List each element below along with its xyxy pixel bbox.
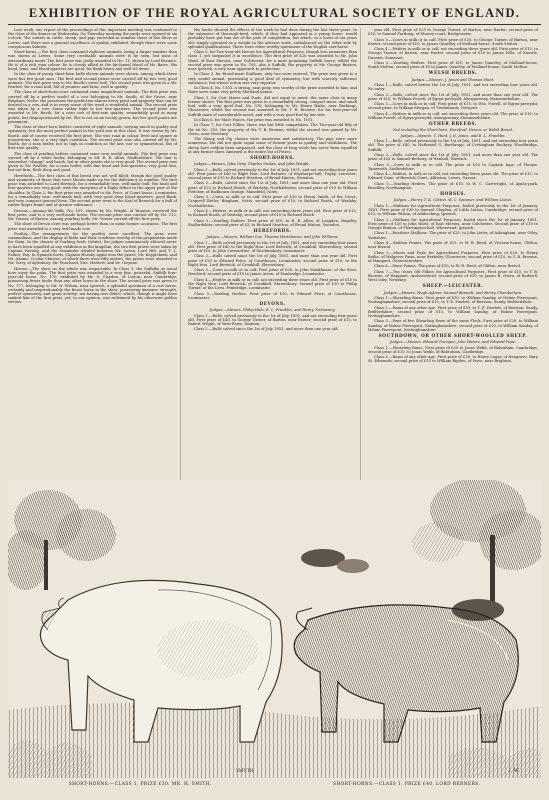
column-middle [188,28,361,483]
text-columns [8,28,541,483]
article-paragraph: Class 3.—Cows in milk or in calf. First prize of £20, to John Monkhouse, of the Stow, Hereford; second prize of £10 to James Aston, of Pembridge, Leominster. [188,268,357,277]
article-paragraph: Class 3.—Pens of five Shearling Ewes of the same Flock. First prize of £20, to William Sanday, of Holme Pierrepont, Nottinghamshire; second prize of £10, to William Sanday, of Holme Pierrepont, Nottinghamshire. [368,319,538,332]
section-heading: SHEEP.—LEICESTER. [422,283,484,289]
article-paragraph: In Class 7, for Cart Fillies, there was but little competition. The Two-year-old filly of the lot No. 393, the property of Mr. T. B. Browne; whilst the second was gained by Mr. Owen, near Newbury. [188,123,357,136]
article-paragraph: Class 3.—Cows in milk or in calf. First prize of £20, to George Turner, of Barton, near Exeter; second prize of £10, to James Quartley, of Molland-house, South Molton. [368,37,538,46]
article-paragraph: Class 5.—Yearling Heifers. First prize of £10, to James Quartley, of Molland-house, South Molton; second prize of £5 to James Quartley, of Molland-house, South Molton. [368,60,538,70]
section-heading: HEREFORDS. [253,227,292,233]
column-left [8,28,181,483]
article-paragraph: Devons.—Among the bulls, No. 101, shown by Mr. Wright, of Taunton, received the first prize, and is a very well-made beast. The second prize was carried off by No. 112, Mr. Turner, of Barton. Among yearling bulls, Mr. Turner carried off the first prize. [8,208,177,222]
article-paragraph: Class 5.—Mares and Foals for Agricultural Purposes. First prize of £20, to Henry Bailie, of Walgrove Farm, near Berkeley, Gloucester; second prize of £10, to T. B. Browne, of Hampnet, Gloucestershire. [368,250,538,263]
section-subheading: Judges.—Messrs. Edward Trumper, John Waters, and Edward Pope. [389,340,517,345]
article-paragraph: Class 2.—Bulls calved since the 1st of July 1851, and more than one year old. [194,327,339,332]
engraver-signature-left: SMYTH [236,769,254,774]
article-paragraph: Class 2, for Two-year-old Horses for Agricultural Purposes, though less numerous than class 1, yet surpassed it in excellence. The first prize of £20 was awarded to Mr. John Ward, of East Mersea, near Colchester, for a most promising Suffolk horse; whilst the second prize was given to No. 195, also a Suffolk, the property of Mr. George Buxton, near Ipswich, a very near approach to perfection. [188,50,357,72]
article-paragraph: Class 6.—Mare Ponies. The prize of £10, to W. B. Reed, of Clifton, near Bristol. [374,264,522,269]
caption-right: SHORT-HORNS.—CLASS 1, PRIZE £40. LORD BERNERS. [332,782,481,787]
article-paragraph: Class 2.—Rams of any other age. First prize of £30, to Henry Lugar, of Hengrave, Bury St. Edmunds; second prize of £15 to William Rigden, of Hove, near Brighton. [368,355,538,364]
article-paragraph: Class 5.—Yearling Heifers. First prize of £10, to R. B. Allen, of Longdon, Rugeley, Staffordshire; second prize of £5, to Richard Stratton, of Broad Hinton, Swindon. [188,218,357,227]
article-paragraph: Class 5.—Yearling Heifers. The prize of £10, to W. C. Cartwright, of Aynho-park, Brackley, Northampton. [368,181,538,190]
section-subheading: Judges.—Messrs. William Cox, Thomas Hartshorne, and John Williams. [206,235,339,240]
engraver-signature-right: J. W. [508,768,520,774]
article-paragraph: Class 4.—Heifers, in milk or in calf, not exceeding three years old. First prize of £15, to Richard Booth, of Warlaby; second prize of £10 to Richard Booth. [188,208,357,218]
article-paragraph: The class of short-horn cows contained some magnificent animals. The first prize was carried off by a perfect model of a cow belonging to Mr. Smith, of the Grove, near Bingham, Notts: she possesses the perfection almost every point and property that can be desired in a cow, and is in every sense of the word a wonderful animal. The second prize was taken by a cow. Some rather light in her fore-quarters. The second prize was awarded to Mr. Booth, for a roan cow of first-rate quality: remarkably good in many points, but disproportioned by fat. She is not on an evenly grown, but her good points are prominent. [8,90,177,124]
article-paragraph: Poultry.—The arrangements for the poultry were excellent. The pens were commodious, and the display of birds and their condition worthy of the preparation made for them. In the classes of Dorking fowls (white), the judges unanimously allowed never to have been equalled at any exhibition in the kingdom; the two first prizes were taken by Captain Hornby; and the remainder divided between Mr. Lowry, Lord Hill, and T. L. Parker, Esq. In Spanish fowls, Captain Hornby again won the prizes; Mr. Kepplebush, and Mr. Adams. Cochin Chinese, of which there were fifty entries, the prizes were awarded to Mr. Terry, of Aylesbury, Mr. Punchard, Mrs. Herbert, and Dr. Gwynne. [8,232,177,266]
article-paragraph: Short-horns.—The first class contained eighteen animals, being a larger number than was shown at Lewes. Some very creditable animals were to be seen, but none of extraordinary merit. The first prize was justly awarded to No. 11, shown by Lord Berners. He is of a rich roan colour: he is closely allied to the far-famed blood of Mr. Bates. His head, loins, and blood-quarters are good, his flank heavy and well let down. [8,50,177,72]
section-heading: OTHER BREEDS. [428,121,478,127]
article-paragraph: Horses.—The show on the whole was respectable. In Class 1, the Suffolks as usual bore away the palm. The first prize was awarded to a very fine, powerful, Suffolk four-year-old horse, No. 170, exhibited by Mr. S. Clayden, of Linton, near Cambridge, possessing fewer faults than any other horse in the show. The second prize was given to No. 177, belonging to Mr. W. Wilson, near Ipswich, a splendid specimen of a cart horse, certainly and unquestionably the finest horse in the show; possessing immense strength, perfect symmetry, and great activity: not having one defect, which, though it might have ranked him of the first prize, yet, in our opinion, was redeemed by his otherwise golden virtues. [8,266,177,305]
article-paragraph: Class 4.—Stallion Ponies. The prize of £15, to W. B. Reed, of Victoria-house, Clifton, near Bristol. [368,240,538,250]
cattle-engraving [8,480,541,778]
section-heading: SHORT-HORNS. [250,155,295,160]
article-paragraph: Class 1.—Shearling Rams. First prize of £30 to Jonas Webb, of Babraham, Cambridge; second prize of £15, to Jonas Webb, of Babraham, Cambridge. [368,345,538,354]
article-paragraph: Class 1.—Bulls, calved before the 1st of July, 1851, and not exceeding four years old. No entry. [368,82,538,92]
section-subheading: Judges.—Messrs. Philip Hale, E. L. Franklin, and Henry Trelawney. [209,308,336,313]
column-right [368,28,541,483]
article-paragraph: Class 2.—Bulls, calved since the 1st of July, 1851, and more than one year old. First prize of £25 to Richard Booth, of Warlaby, Northallerton; second prize of £10 to William Fletcher, of Radbourn Grange, Mansfield, Notts. [188,181,357,194]
article-paragraph: The class of short-horn heifers consisted of eight animals, varying much in quality and symmetry; but the most perfect animal in the yard was in this class. It was shown by Mr. Booth, and of course received the first prize. She was roan in colour, level and square in proportions; she is a very high condition. The second prize was also carried off by Mr. Booth, for a roan heifer, not so high in condition as the last, nor so symmetrical, but of first-rate quality. [8,125,177,151]
article-paragraph: In Class 3, for Brood-mare Stallions, only two were entered. The prize was given to a very useful animal, possessing a good deal of symmetry, but with scarcely sufficient substance, but whose action was very superior. [188,72,357,85]
article-paragraph: Class 3.—Cows in milk or in calf. First prize of £15, to Wm. Powell, of Egryn-perwydd; second prize, to William Morgan, of Tredunnock, Newport. [368,102,538,111]
section-subheading: Judges.—Messrs. Hugh Aylmer, Samuel Bennett, and Henry Chamberlain. [383,290,523,295]
article-paragraph: Class 1.—Shearling Rams. First prize of £30, to William Sanday, of Holme Pierrepont, Nottinghamshire; second prize of £15, to T. E. Pawlett, of Beeston, Sandy, Bedfordshire. [368,295,538,305]
article-paragraph: Class 4.—Heifers, in milk or in calf, not exceeding three years old. The prize of £15, to Edward Cane, of Berwick Court, Alfriston, Lewes, Sussex. [368,172,538,181]
article-paragraph: Class 3.—Cows, in milk or in calf. First prize of £20 to Henry Smith, of the Grove, Cropwell Butler, Bingham, Notts; second prize of £10, to Richard Booth, of Warlaby, Northallerton. [188,195,357,208]
article-paragraph: Class 1.—Bulls, calved previously to the 1st of July, 1851, and not exceeding four years old. The prize of £40, to Nathaniel G. Barthropp, of Cretingham Rookery, Woodbridge, Suffolk. [368,139,538,152]
section-heading: HORSES. [440,191,466,197]
article-paragraph: Class 3.—Cows in milk or in calf. The prize of £20 to Captain Inge, of Thorpe, Tamworth, Staffordshire. [368,162,538,171]
article-paragraph: Class 3.—Roadster Stallions. The prize of £25, to John Lister, of Ashingham, near Otley, Yorkshire. [368,231,538,240]
article-paragraph: Class 4.—Heifers in milk or in calf, not exceeding three years old. First prize of £15, to George Turner, of Barton, near Exeter; second prize of £10 to James Hole, of Knowle, Dunster, Somerset. [368,47,538,60]
article-paragraph: In Class 6, for Mare Ponies, the prize was awarded to No. 1101. [194,118,314,122]
article-paragraph: Herefords.—The first class of this breed was not well filled, though the good quality and symmetry of those that were shown made up for the deficiency in number. The first prize was awarded to Lord Berwick, for a remarkably true, well-made bull. His head and fore-quarters are very good, with the exception of a slight defect in the upper part of the shoulder. In Class 2, the first prize was awarded to Mr. Price, of Court house, Leominster, for a remarkably true, well-made bull, with very good deep blood-quarters, good flank, and very compact general form. The second prize went to the Earl of Berwick for a bull of rather larger frame and of greater substance. [8,173,177,208]
article-paragraph: Class 2.—Bulls, calved since the 1st of July, 1851, and more than one year old. The prize of £25 to Samuel Berbery, of Wenhall, Warwick. [368,152,538,162]
article-paragraph: Last week, our report of the proceedings of this important meeting was continued to the close of the dinner on Wednesday. On Thursday morning the yards were opened at six o'clock. The entries in cattle, sheep, and pigs exceeded in number those of the Show at Lewes; and there was a general excellence of quality exhibited, though there were some conspicuous failures. [8,28,177,49]
article-paragraph: Class 1.—Bulls, calved previously to the 1st of July, 1851, and not exceeding four years old. First prize of £40, to George Turner, of Barton, near Exeter; second prize of £15, to Robert Wright, of West Farm, Taunton. [188,313,357,326]
article-paragraph: Class 1.—Bulls, calved previously to the 1st of July, 1851, and not exceeding four years old. First prize of £40 to Right Hon. Lord Berners, of Keythorpe-hall, Tugby, Leicester; second prize of £15 to Richard Stratton, of Broad Hinton, Swindon. [188,167,357,180]
article-paragraph: In Class 4, No. 1105, a strong, neat pony, was worthy of the prize awarded to him; and there were some very pretty Shetland ponies. [188,86,357,95]
caption-left: SHORT-HORNS.—CLASS 1, PRIZE £30. MR. H. SMITH. [68,782,212,787]
article-paragraph: year old. First prize of £25 to George Turner, of Barton, near Exeter; second prize of £10, to Samuel Farthing, of Stowey-court, Bridgewater. [368,28,538,37]
section-subheading: Judges.—Messrs. T. Hunt, J. E. Jones, and E. L. Franklin. [400,133,506,138]
illustration-captions [8,782,541,787]
section-subheading: Judges.—Henry T. K. Cotton, W. C. Spooner, and William Liston. [393,198,513,203]
article-paragraph: Judges.—Messrs. John Grey, Charles Stokes, and John Wright. [194,162,310,167]
article-paragraph: Class 2.—Bulls, calved since the 1st of July, 1851, and more than one year old. The prize of £15, to William Powell, of Egryn-perwydd, Abergavenny, Monmouthshire. [368,92,538,101]
article-paragraph: The Sheep and Pig classes were numerous and satisfactory. The pigs were more numerous, but did not quite equal some of former years in quality and usefulness. The sheep have seldom been surpassed, and the class of long wools has never been equalled at any former show. Annexed is the entire list of Prizes. [188,137,357,154]
article-paragraph: Class 2.—Rams of any other age. First prize of £30, to T. E. Pawlett, of Beeston, Sandy, Bedfordshire; second prize of £15, to William Sanday, of Holme Pierrepont, Nottinghamshire. [368,305,538,318]
article-paragraph: Class 5.—Yearling Heifers. First prize of £10, to Edward Price, of Courthouse, Leominster. [188,291,357,300]
section-heading: WELSH BREEDS. [428,70,478,76]
article-paragraph: Class 2.—Bulls calved since the 1st of July, 1851, and more than one year old. First prize of £25 to Edward Price, of Courthouse, Leominster; second prize of £10, to the Right Hon. Lord Berwick, of Cronkhill, Shrewsbury. [188,254,357,267]
article-paragraph: Class 1.—Stallions for Agricultural Purposes, foaled previously to the 1st of January, 1851. First prize of £30 to Samuel Clayden, of Little Linton, Cambridge; second prize of £15, to William Wilson, of Ashbocking, Ipswich. [368,203,538,217]
engraving-svg [8,480,541,778]
article-paragraph: The show of Devon cows was perhaps better than on some former occasions. The first prize was awarded to a very well-made cow. [8,222,177,231]
article-paragraph: Class 4.—Heifers in milk or in calf, not exceeding three years old. The prize of £10, to William Powell, of Egryn-perwydd, Abergavenny, Monmouthshire. [368,111,538,120]
section-heading: SOUTHDOWN, OR OTHER SHORT-WOOLLED SHEEP. [378,332,528,338]
article-paragraph: In the class of young short-horn bulls eleven animals were shown, among which there were but few good ones. The first and second prizes were carried off by two very good animals. The first prize was to Mr. Booth's sister bull. The second prize was given to a Mr. Pawlett, for a roan bull, full of promise and form, well in quality. [8,72,177,90]
article-paragraph: Class 7.—Two Years Old Fillies, for Agricultural Purposes. First prize of £15, to T. B. Browne, of Hampnet, Andoversford; second prize of £10, to James B. Owen, of Bodwell, West Isley, Newbury. [368,269,538,283]
section-subheading: Not including the Short-horn, Hereford, Devon, or Welsh Breed. [393,128,513,133]
article-paragraph: Class 5, for Cart Mares and Foals, did not equal in merit, the same class in many former shows. The first prize was given to a remarkably strong, compact mare, and small foal, with a very good foal, No. 376, belonging to Mr. Henry Bailie, near Barkings, Gloucester; whilst the second was awarded to Mr. T. R. Browne, for his four-year-old Suffolk mare of considerable merit, and with a very good foal by her side. [188,95,357,117]
article-paragraph: Class 2.—Stallions for Agricultural Purposes, foaled since the 1st of January, 1851. First prize of £20 to John Ward, of East Mersea, near Colchester. Second prize of £10 to George Buxton, of Thorrington-hall, Wherstead, Ipswich. [368,217,538,230]
page-title: EXHIBITION OF THE ROYAL AGRICULTURAL SOCIETY OF ENGLAND. [8,6,541,25]
article-paragraph: His backs showed the effects of the work he had done during the last three years. In the extensive of thorough-bred, which, if they had appeared in a young horse, would probably have put him out of the pale of competition, but which, in a horse of six years old, simply operated as a weight in the adverse scale, outbalanced on the other side by splendid qualifications. There were other worthy specimens of the English cart-horse. [188,28,357,49]
article-paragraph: Class 1.—Bulls calved previously to the 1st of July, 1851, and not exceeding four years old. First prize of £40 to the Right Hon. Lord Berwick, of Cronkhill, Shrewsbury; second prize of £15, to John Carwardine, of Stocktonbury, Leominster. [188,240,357,253]
section-subheading: Judges.—Messrs. J. Jones and Thomas Hunt. [411,77,495,82]
article-paragraph: Class 4.—Heifers in milk or in calf, not exceeding three years old. First prize of £15 to the Right Hon. Lord Berwick, of Cronkhill, Shrewsbury; second prize of £10 to Philip Turner, of the Leen, Pembridge, Leominster. [188,277,357,291]
section-heading: DEVONS. [259,300,286,306]
article-paragraph: The class of yearling heifers contained some very useful animals. The first prize was carried off by a white heifer, belonging to Mr. R. B. Allen, Staffordshire. The hair is somewhat "shaggy" and harsh, but in other points she is very good. The second prize was given to Mr. Pawlett, for a roan heifer, with fine head and fore-quarters, very good loin, but not firm; flesh deep and good. [8,151,177,173]
